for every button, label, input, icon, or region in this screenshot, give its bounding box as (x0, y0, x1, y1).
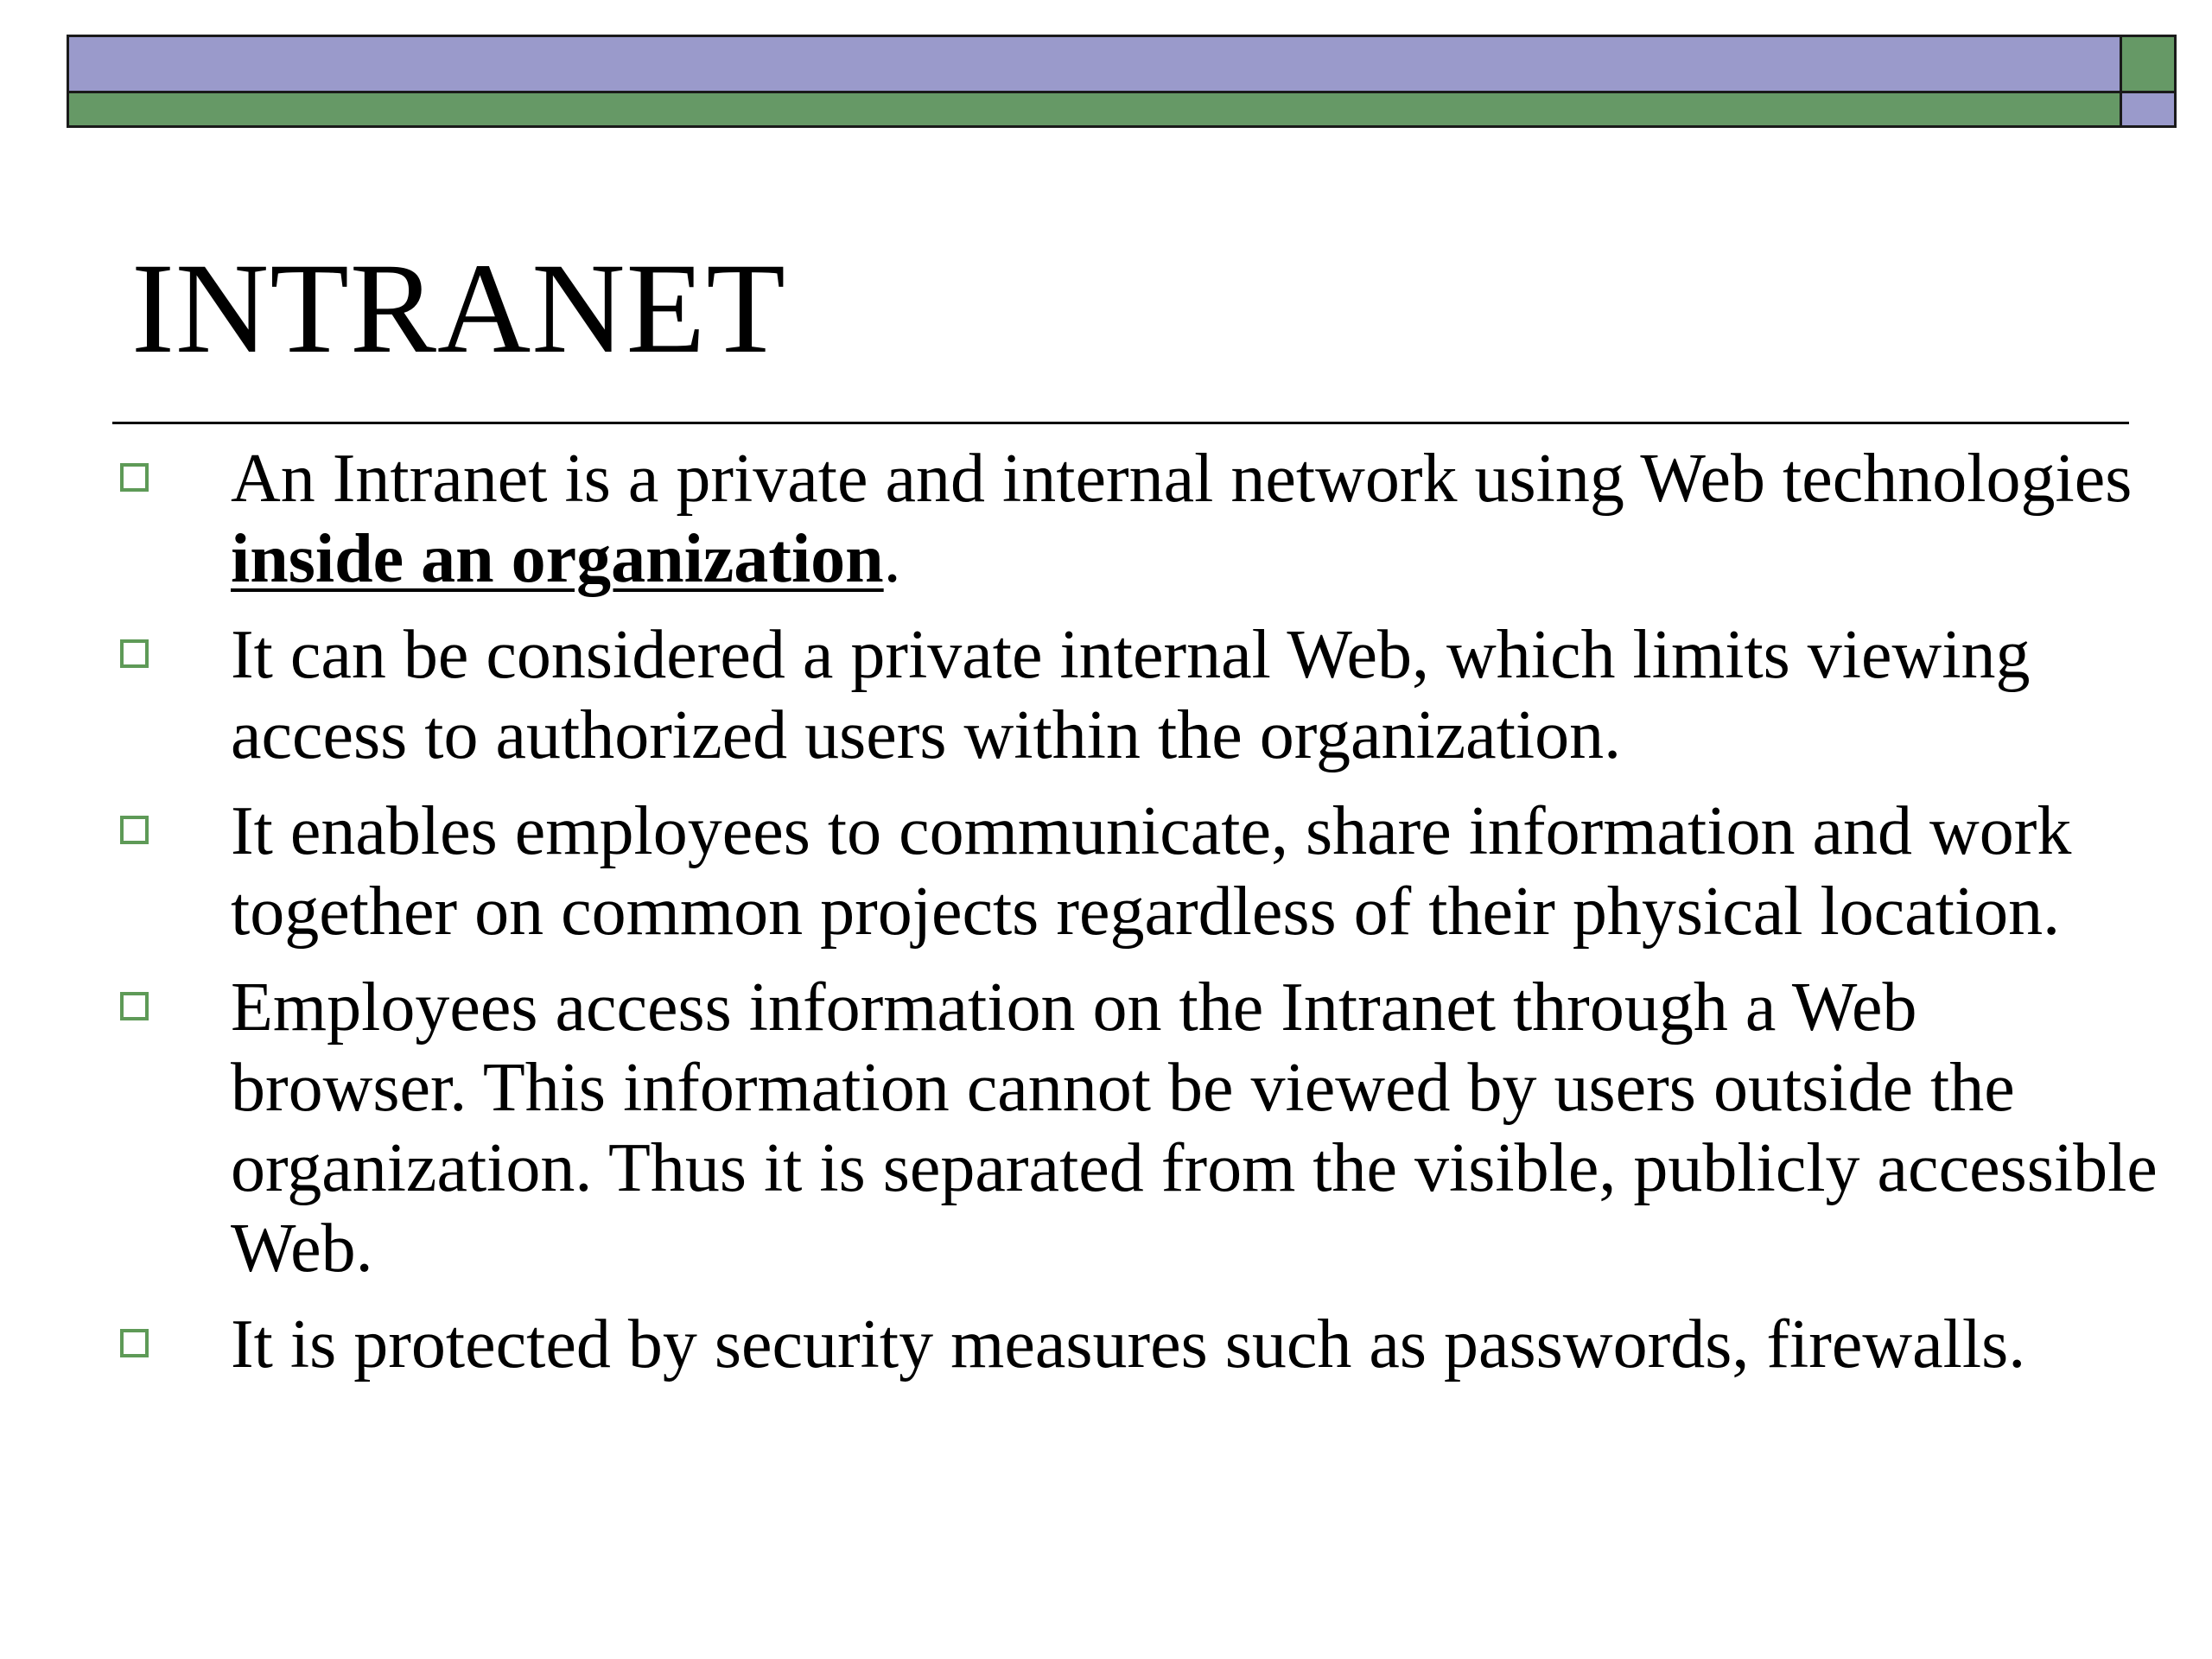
square-bullet-icon (120, 816, 149, 844)
bullet-text: It can be considered a private internal Web, which limits viewing access to authorized users within the organization. (231, 617, 2031, 773)
header-band-bottom-stripe (69, 93, 2122, 125)
bullet-text: An Intranet is a private and internal network using Web technologies (231, 441, 2133, 517)
title-divider-line (112, 422, 2129, 424)
bullet-text-end: . (883, 521, 901, 597)
square-bullet-icon (120, 992, 149, 1020)
bullet-list (112, 439, 2160, 1401)
header-decoration-band (67, 35, 2177, 128)
bullet-text: It enables employees to communicate, share information and work together on common projects regardless of their physical location. (231, 793, 2072, 950)
bullet-item-browser-access (112, 968, 2160, 1289)
bullet-item-collaboration (112, 791, 2160, 952)
square-bullet-icon (120, 1329, 149, 1357)
bullet-text: It is protected by security measures such as passwords, firewalls. (231, 1306, 2026, 1382)
header-band-top-stripe (69, 37, 2122, 93)
square-bullet-icon (120, 463, 149, 492)
header-corner-top-block (2122, 37, 2174, 93)
bullet-item-definition (112, 439, 2160, 600)
bullet-item-private-web (112, 615, 2160, 776)
bullet-item-security (112, 1305, 2160, 1385)
square-bullet-icon (120, 639, 149, 668)
slide-title: INTRANET (131, 237, 786, 380)
bullet-text: Employees access information on the Intranet through a Web browser. This information cannot be viewed by users outside the organization. Thus it is separated from the visible, publicly accessible Web. (231, 969, 2158, 1287)
header-corner-bottom-block (2122, 93, 2174, 125)
bullet-emphasis: inside an organization (231, 521, 884, 597)
